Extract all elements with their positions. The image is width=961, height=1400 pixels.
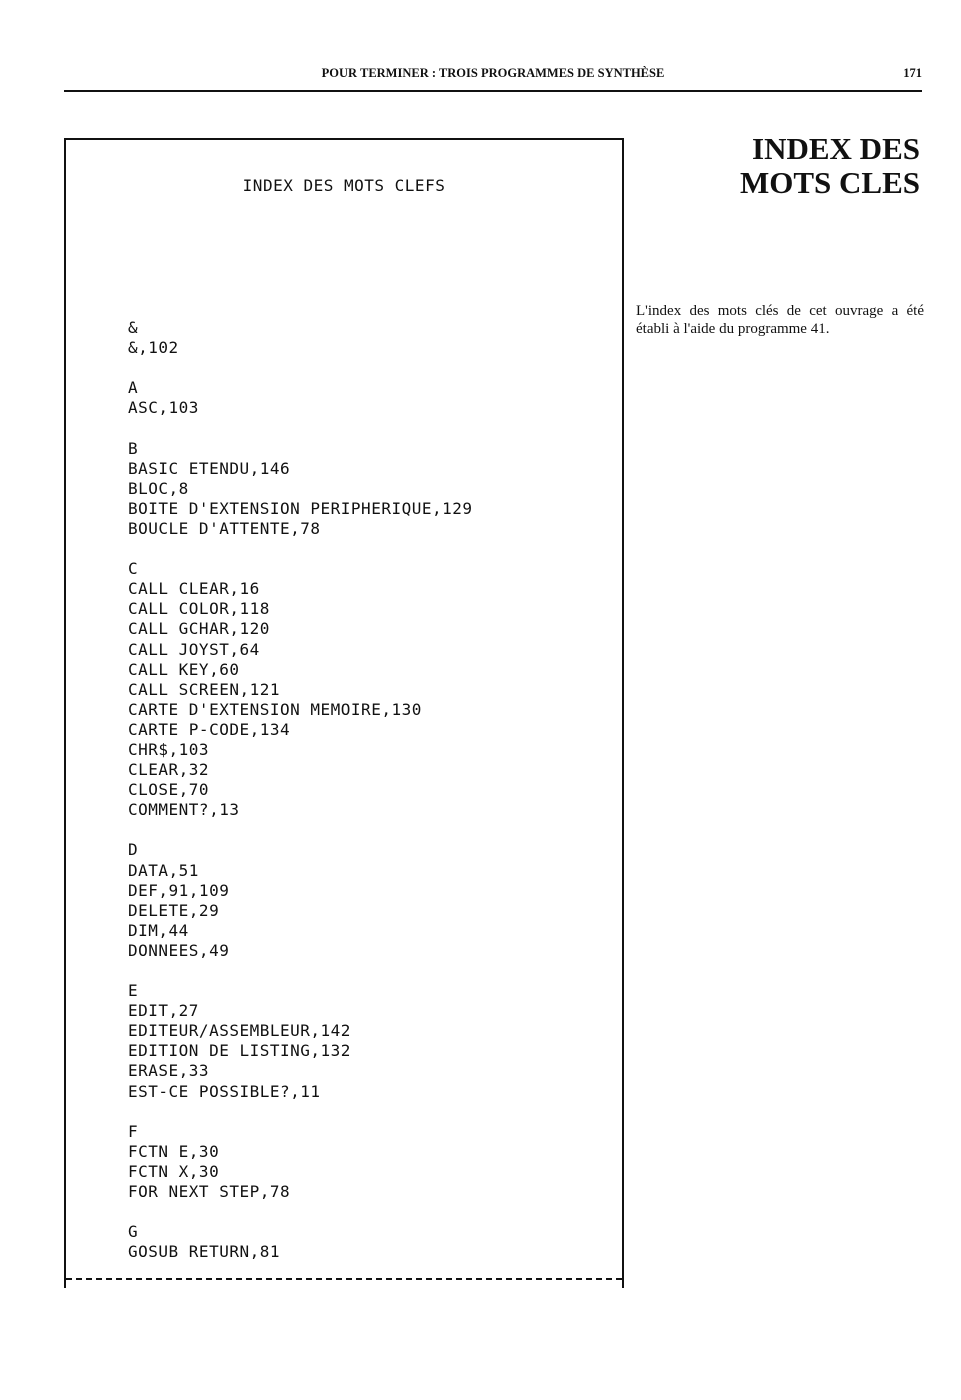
page-number: 171 bbox=[903, 66, 922, 80]
section-heading-line-1: INDEX DES bbox=[752, 131, 920, 166]
index-listing bbox=[128, 318, 473, 1262]
section-heading-line-2: MOTS CLES bbox=[739, 165, 920, 200]
index-entry: BOUCLE D'ATTENTE,78 bbox=[128, 518, 321, 538]
index-entry: CLEAR,32 bbox=[128, 760, 210, 780]
index-entry: EDITEUR/ASSEMBLEUR,142 bbox=[128, 1021, 351, 1041]
index-entry: BOITE D'EXTENSION PERIPHERIQUE,129 bbox=[128, 498, 473, 518]
index-entry: DEF,91,109 bbox=[128, 880, 230, 900]
header-rule bbox=[64, 90, 922, 92]
section-heading bbox=[650, 132, 920, 200]
index-letter-heading: B bbox=[128, 438, 139, 458]
index-entry: CARTE D'EXTENSION MEMOIRE,130 bbox=[128, 699, 422, 719]
side-note: L'index des mots clés de cet ouvrage a été établi à l'aide du programme 41. bbox=[636, 303, 924, 337]
index-entry: DELETE,29 bbox=[128, 900, 220, 920]
index-entry: CLOSE,70 bbox=[128, 780, 210, 800]
index-entry: CARTE P-CODE,134 bbox=[128, 719, 291, 739]
index-letter-heading: D bbox=[128, 840, 139, 860]
index-entry: CHR$,103 bbox=[128, 739, 210, 759]
index-letter-heading: G bbox=[128, 1222, 139, 1242]
index-entry: EST-CE POSSIBLE?,11 bbox=[128, 1081, 321, 1101]
index-entry: ERASE,33 bbox=[128, 1061, 210, 1081]
index-entry: FCTN X,30 bbox=[128, 1161, 220, 1181]
index-entry: CALL COLOR,118 bbox=[128, 599, 270, 619]
index-entry: EDIT,27 bbox=[128, 1001, 199, 1021]
index-entry: ASC,103 bbox=[128, 398, 199, 418]
printout-title: INDEX DES MOTS CLEFS bbox=[242, 176, 446, 195]
index-letter-heading: & bbox=[128, 318, 139, 337]
index-entry: CALL KEY,60 bbox=[128, 659, 240, 679]
index-entry: CALL CLEAR,16 bbox=[128, 579, 260, 599]
index-letter-heading: A bbox=[128, 378, 139, 398]
program-printout bbox=[64, 138, 624, 1288]
index-entry: CALL SCREEN,121 bbox=[128, 679, 280, 699]
index-letter-heading: E bbox=[128, 981, 139, 1001]
running-title: POUR TERMINER : TROIS PROGRAMMES DE SYNTHÈSE bbox=[321, 66, 665, 80]
index-letter-heading: F bbox=[128, 1121, 139, 1141]
index-entry: DATA,51 bbox=[128, 860, 199, 880]
index-entry: GOSUB RETURN,81 bbox=[128, 1242, 280, 1262]
index-entry: FCTN E,30 bbox=[128, 1141, 220, 1161]
index-letter-heading: C bbox=[128, 559, 139, 579]
index-entry: BASIC ETENDU,146 bbox=[128, 458, 291, 478]
index-entry: DONNEES,49 bbox=[128, 940, 230, 960]
index-entry: COMMENT?,13 bbox=[128, 800, 240, 820]
index-entry: CALL GCHAR,120 bbox=[128, 619, 270, 639]
index-entry: BLOC,8 bbox=[128, 478, 189, 498]
tear-off-dashed-line bbox=[66, 1278, 622, 1280]
index-entry: DIM,44 bbox=[128, 920, 189, 940]
index-entry: CALL JOYST,64 bbox=[128, 639, 260, 659]
index-entry: &,102 bbox=[128, 338, 179, 358]
index-entry: EDITION DE LISTING,132 bbox=[128, 1041, 351, 1061]
index-entry: FOR NEXT STEP,78 bbox=[128, 1182, 291, 1202]
